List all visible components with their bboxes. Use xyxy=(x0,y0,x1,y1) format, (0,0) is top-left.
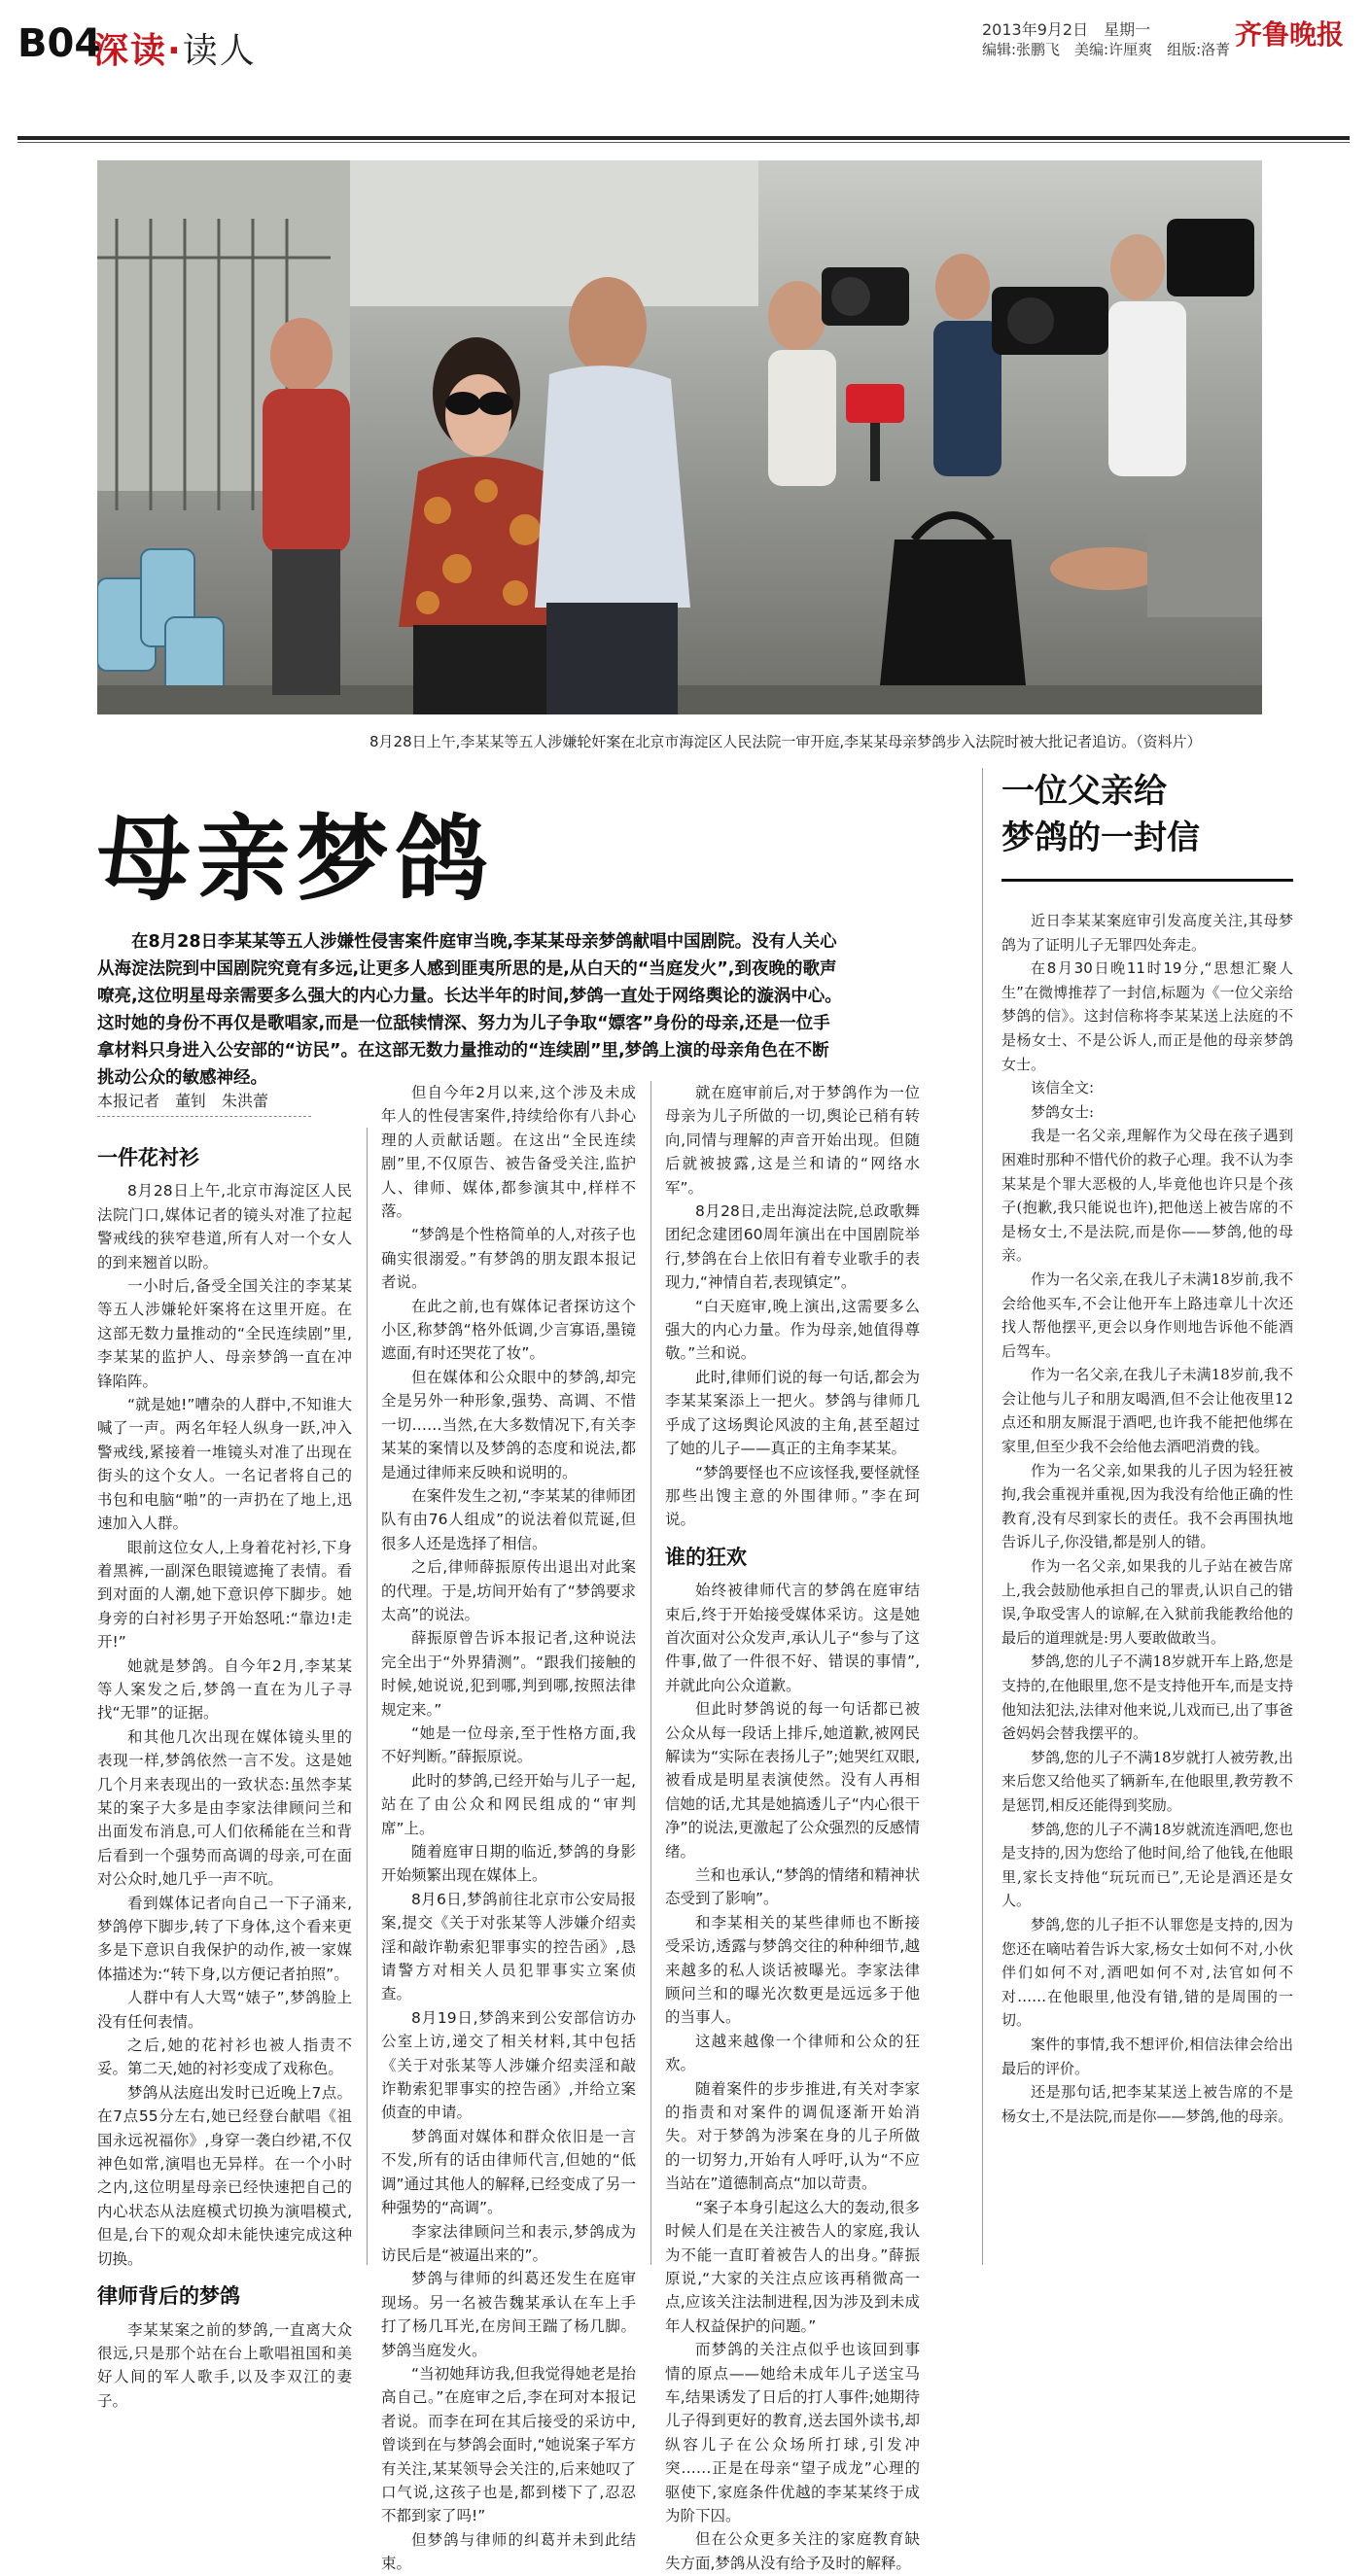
paragraph: 但在媒体和公众眼中的梦鸽,却完全是另外一种形象,强势、高调、不惜一切……当然,在大多数情况下,有关李某某的案情以及梦鸽的态度和说法,都是通过律师来反映和说明的。 xyxy=(381,1368,636,1481)
paragraph: 之后,律师薛振原传出退出对此案的代理。于是,坊间开始有了“梦鸽要求太高”的说法。 xyxy=(381,1558,636,1623)
paragraph: 和李某相关的某些律师也不断接受采访,透露与梦鸽交往的种种细节,越来越多的私人谈话被曝光。李家法律顾问兰和的曝光次数更是远远多于他的当事人。 xyxy=(665,1913,920,2027)
paragraph: 人群中有人大骂“婊子”,梦鸽脸上没有任何表情。 xyxy=(97,1989,352,2031)
subheading-behind-lawyers: 律师背后的梦鸽 xyxy=(97,2284,240,2309)
paragraph: 在案件发生之初,“李某某的律师团队有由76人组成”的说法着似荒诞,但很多人还是选择了相信。 xyxy=(381,1486,636,1552)
letter-paragraph: 作为一名父亲,如果我的儿子站在被告席上,我会鼓励他承担自己的罪责,认识自己的错误,争取受害人的谅解,在入狱前我能教给他的最后的道理就是:男人要敢做敢当。 xyxy=(1001,1557,1293,1647)
letter-intro: 在8月30日晚11时19分,“思想汇聚人生”在微博推荐了一封信,标题为《一位父亲给梦鸽的信》。这封信称将李某某送上法庭的不是杨女士、不是公诉人,而正是他的母亲梦鸽女士。 xyxy=(1001,959,1293,1073)
section-label xyxy=(93,23,257,73)
byline: 本报记者 董钊 朱洪蕾 xyxy=(97,1092,269,1110)
letter-paragraph: 梦鸽,您的儿子拒不认罪您是支持的,因为您还在嘀咕着告诉大家,杨女士如何不对,小伙伴们如何不对,酒吧如何不对,法官如何不对……在他眼里,他没有错,错的是周围的一切。 xyxy=(1001,1915,1293,2030)
letter-paragraph: 作为一名父亲,在我儿子未满18岁前,我不会让他与儿子和朋友喝酒,但不会让他夜里12点还和朋友厮混于酒吧,也许我不能把他绑在家里,但至少我不会给他去酒吧消费的钱。 xyxy=(1001,1366,1293,1456)
letter-intro: 近日李某某案庭审引发高度关注,其母梦鸽为了证明儿子无罪四处奔走。 xyxy=(1001,912,1293,954)
paragraph: 薛振原曾告诉本报记者,这种说法完全出于“外界猜测”。“跟我们接触的时候,她说说,犯到哪,判到哪,按照法律规定来。” xyxy=(381,1629,636,1719)
paragraph: 而梦鸽的关注点似乎也该回到事情的原点——她给未成年儿子送宝马车,结果诱发了日后的打人事件;她期待儿子得到更好的教育,送去国外读书,却纵容儿子在公众场所打球,引发冲突……正是在母亲“望子成龙”心理的驱使下,家庭条件优越的李某某终于成为阶下囚。 xyxy=(665,2341,920,2524)
paragraph: 梦鸽与律师的纠葛还发生在庭审现场。另一名被告魏某承认在车上手打了杨几耳光,在房间王踹了杨几脚。梦鸽当庭发火。 xyxy=(381,2270,636,2359)
news-photo xyxy=(97,160,1262,714)
paragraph: 梦鸽从法庭出发时已近晚上7点。在7点55分左右,她已经登台献唱《祖国永远祝福你》,身穿一袭白纱裙,不仅神色如常,演唱也无异样。在一个小时之内,这位明星母亲已经快速把自己的内心状态从法庭模式切换为演唱模式,但是,台下的观众却未能快速完成这种切换。 xyxy=(97,2083,352,2268)
paragraph: 就在庭审前后,对于梦鸽作为一位母亲为儿子所做的一切,舆论已稍有转向,同情与理解的声音开始出现。但随后就被披露,这是兰和请的“网络水军”。 xyxy=(665,1084,920,1197)
article-column-3 xyxy=(665,1081,920,2575)
subsection-name: 读人 xyxy=(182,31,257,71)
sidebar-header xyxy=(1001,768,1293,882)
issue-date: 2013年9月2日 星期一 xyxy=(982,20,1151,39)
page-number: B04 xyxy=(18,21,102,66)
letter-paragraph: 作为一名父亲,如果我的儿子因为轻狂被拘,我会重视并重视,因为我没有给他正确的性教育,没有尽到家长的责任。我不会再围执地告诉儿子,你没错,都是别人的错。 xyxy=(1001,1461,1293,1551)
paragraph: 兰和也承认,“梦鸽的情绪和精神状态受到了影响”。 xyxy=(665,1866,920,1908)
article-lead xyxy=(97,928,846,1092)
letter-paragraph: 还是那句话,把李某某送上被告席的不是杨女士,不是法院,而是你——梦鸽,他的母亲。 xyxy=(1001,2083,1293,2125)
byline-rule xyxy=(97,1116,311,1118)
header-rule xyxy=(18,136,1350,140)
subheading-whose-carnival: 谁的狂欢 xyxy=(665,1545,747,1569)
letter-paragraph: 作为一名父亲,在我儿子未满18岁前,我不会给他买车,不会让他开车上路违章儿十次还找人帮他摆平,更会以身作则地告诉他不能酒后驾车。 xyxy=(1001,1270,1293,1360)
newspaper-logo: 齐鲁晚报 xyxy=(1235,18,1345,51)
letter-intro: 该信全文: xyxy=(1031,1079,1095,1097)
paragraph: 一小时后,备受全国关注的李某某等五人涉嫌轮奸案将在这里开庭。在这部无数力量推动的“全民连续剧”里,李某某的监护人、母亲梦鸽一直在冲锋陷阵。 xyxy=(97,1277,352,1390)
paragraph: 李家法律顾问兰和表示,梦鸽成为访民后是“被逼出来的”。 xyxy=(381,2222,636,2264)
paragraph: 但此时梦鸽说的每一句话都已被公众从每一段话上排斥,她道歉,被网民解读为“实际在表扬儿子”;她哭红双眼,被看成是明星表演使然。没有人再相信她的话,尤其是她搞透儿子“内心很干净”的说法,更激起了公众强烈的反感情绪。 xyxy=(665,1700,920,1861)
letter-paragraph: 梦鸽,您的儿子不满18岁就流连酒吧,您也是支持的,因为您给了他时间,给了他钱,在他眼里,家长支持他“玩玩而已”,无论是酒还是女人。 xyxy=(1001,1820,1293,1910)
article-column-2 xyxy=(381,1081,636,2576)
header-rule-thin xyxy=(18,142,1350,143)
paragraph: 8月6日,梦鸽前往北京市公安局报案,提交《关于对张某等人涉嫌介绍卖淫和敲诈勒索犯罪事实的控告函》,恳请警方对相关人员犯罪事实立案侦查。 xyxy=(381,1890,636,2003)
letter-paragraph: 梦鸽,您的儿子不满18岁就打人被劳教,出来后您又给他买了辆新车,在他眼里,教劳教不是惩罚,相反还能得到奖励。 xyxy=(1001,1748,1293,1814)
paragraph: “白天庭审,晚上演出,这需要多么强大的内心力量。作为母亲,她值得尊敬。”兰和说。 xyxy=(665,1297,920,1363)
paragraph: “就是她!”嘈杂的人群中,不知谁大喊了一声。两名年轻人纵身一跃,冲入警戒线,紧接着一堆镜头对准了出现在街头的这个女人。一名记者将自己的书包和电脑“啪”的一声扔在了地上,迅速加入人群。 xyxy=(97,1396,352,1533)
paragraph: “案子本身引起这么大的轰动,很多时候人们是在关注被告人的家庭,我认为不能一直盯着被告人的出身。”薛振原说,“大家的关注点应该再稍微高一点,应该关注法制进程,因为涉及到未成年人权益保护的问题。” xyxy=(665,2198,920,2335)
paragraph: 8月28日,走出海淀法院,总政歌舞团纪念建团60周年演出在中国剧院举行,梦鸽在台上依旧有着专业歌手的表现力,“神情自若,表现镇定”。 xyxy=(665,1202,920,1292)
paragraph: 此时,律师们说的每一句话,都会为李某某案添上一把火。梦鸽与律师几乎成了这场舆论风波的主角,甚至超过了她的儿子——真正的主角李某某。 xyxy=(665,1368,920,1458)
paragraph: 随着案件的步步推进,有关对李家的指责和对案件的调侃逐渐开始消失。对于梦鸽为涉案在身的儿子所做的一切努力,开始有人呼吁,认为“不应当站在”道德制高点“加以苛责。 xyxy=(665,2079,920,2193)
paragraph: 8月19日,梦鸽来到公安部信访办公室上访,递交了相关材料,其中包括《关于对张某等人涉嫌介绍卖淫和敲诈勒索犯罪事实的控告函》,并给立案侦查的申请。 xyxy=(381,2008,636,2122)
subheading-flower-shirt: 一件花衬衫 xyxy=(97,1146,199,1169)
sidebar-letter xyxy=(1001,909,1293,2128)
article-title: 母亲梦鸽 xyxy=(97,805,494,914)
letter-salutation: 梦鸽女士: xyxy=(1031,1102,1095,1121)
paragraph: 8月28日上午,北京市海淀区人民法院门口,媒体记者的镜头对准了拉起警戒线的狭窄巷道,所有人对一个女人的到来翘首以盼。 xyxy=(97,1182,352,1271)
paragraph: 始终被律师代言的梦鸽在庭审结束后,终于开始接受媒体采访。这是她首次面对公众发声,承认儿子“参与了这件事,做了一件很不好、错误的事情”,并就此向公众道歉。 xyxy=(665,1582,920,1694)
photo-illustration xyxy=(97,160,1262,714)
section-dot: · xyxy=(167,31,183,71)
paragraph: “她是一位母亲,至于性格方面,我不好判断。”薛振原说。 xyxy=(381,1723,636,1766)
paragraph: “当初她拜访我,但我觉得她老是抬高自己。”在庭审之后,李在珂对本报记者说。而李在珂在其后接受的采访中,曾谈到在与梦鸽会面时,“她说案子军方有关注,某某领导会关注的,后来她叹了口气说,这孩子也是,都到楼下了,忍忍不都到家了吗!” xyxy=(381,2364,636,2525)
column-divider xyxy=(650,1081,651,2265)
paragraph: 在此之前,也有媒体记者探访这个小区,称梦鸽“格外低调,少言寡语,墨镜遮面,有时还哭花了妆”。 xyxy=(381,1297,636,1363)
paragraph: 随着庭审日期的临近,梦鸽的身影开始频繁出现在媒体上。 xyxy=(381,1843,636,1885)
paragraph: 看到媒体记者向自己一下子涌来,梦鸽停下脚步,转了下身体,这个看来更多是下意识自我保护的动作,被一家媒体描述为:“转下身,以方便记者拍照”。 xyxy=(97,1894,352,1983)
paragraph: 李某某案之前的梦鸽,一直离大众很远,只是那个站在台上歌唱祖国和美好人间的军人歌手,以及李双江的妻子。 xyxy=(97,2320,352,2410)
paragraph: 和其他几次出现在媒体镜头里的表现一样,梦鸽依然一言不发。这是她几个月来表现出的一致状态:虽然李某某的案子大多是由李家法律顾问兰和出面发布消息,可人们依稀能在兰和背后看到一个强势而高调的母亲,可在面对公众时,她几乎一声不吭。 xyxy=(97,1727,352,1889)
paragraph: 她就是梦鸽。自今年2月,李某某等人案发之后,梦鸽一直在为儿子寻找“无罪”的证据。 xyxy=(97,1656,352,1723)
paragraph: 但在公众更多关注的家庭教育缺失方面,梦鸽从没有给予及时的解释。 xyxy=(665,2530,920,2572)
article-column-1 xyxy=(97,1132,352,2413)
letter-paragraph: 梦鸽,您的儿子不满18岁就开车上路,您是支持的,在他眼里,您不是支持他开车,而是支持他知法犯法,法律对他来说,儿戏而已,出了事爸爸妈妈会替我摆平的。 xyxy=(1001,1653,1293,1743)
paragraph: 眼前这位女人,上身着花衬衫,下身着黑裤,一副深色眼镜遮掩了表情。看到对面的人潮,她下意识停下脚步。她身旁的白衬衫男子开始怒吼:“靠边!走开!” xyxy=(97,1538,352,1652)
paragraph: 梦鸽面对媒体和群众依旧是一言不发,所有的话由律师代言,但她的“低调”通过其他人的解释,已经变成了另一种强势的“高调”。 xyxy=(381,2127,636,2217)
sidebar-title-rule xyxy=(1001,879,1293,882)
lead-paragraph: 在8月28日李某某等五人涉嫌性侵害案件庭审当晚,李某某母亲梦鸽献唱中国剧院。没有人关心从海淀法院到中国剧院究竟有多远,让更多人感到匪夷所思的是,从白天的“当庭发火”,到夜晚的歌声嘹亮,这位明星母亲需要多么强大的内心力量。长达半年的时间,梦鸽一直处于网络舆论的漩涡中心。这时她的身份不再仅是歌唱家,而是一位舐犊情深、努力为儿子争取“嫖客”身份的母亲,还是一位手拿材料只身进入公安部的“访民”。在这部无数力量推动的“连续剧”里,梦鸽上演的母亲角色在不断挑动公众的敏感神经。 xyxy=(97,932,842,1088)
paragraph: 但梦鸽与律师的纠葛并未到此结束。 xyxy=(381,2530,636,2573)
paragraph: 之后,她的花衬衫也被人指责不妥。第二天,她的衬衫变成了戏称色。 xyxy=(97,2036,352,2078)
paragraph: 这越来越像一个律师和公众的狂欢。 xyxy=(665,2032,920,2074)
paragraph: “梦鸽是个性格简单的人,对孩子也确实很溺爱。”有梦鸽的朋友跟本报记者说。 xyxy=(381,1226,636,1292)
column-divider xyxy=(367,1128,368,2265)
sidebar-title-line-2: 梦鸽的一封信 xyxy=(1001,818,1200,857)
paragraph: “梦鸽要怪也不应该怪我,要怪就怪那些出馊主意的外围律师。”李在珂说。 xyxy=(665,1463,920,1529)
sidebar-title-line-1: 一位父亲给 xyxy=(1001,772,1167,811)
editors-line: 编辑:张鹏飞 美编:许厘爽 组版:洛菁 xyxy=(982,41,1231,58)
letter-paragraph: 案件的事情,我不想评价,相信法律会给出最后的评价。 xyxy=(1001,2035,1293,2077)
paragraph: 此时的梦鸽,已经开始与儿子一起,站在了由公众和网民组成的“审判席”上。 xyxy=(381,1771,636,1837)
section-name: 深读 xyxy=(93,31,168,71)
paragraph: 但自今年2月以来,这个涉及未成年人的性侵害案件,持续给你有八卦心理的人贡献话题。在这出“全民连续剧”里,不仅原告、被告备受关注,监护人、律师、媒体,都参演其中,样样不落。 xyxy=(381,1084,636,1221)
sidebar-divider xyxy=(982,768,983,2265)
letter-paragraph: 我是一名父亲,理解作为父母在孩子遇到困难时那种不惜代价的救子心理。我不认为李某某是个罪大恶极的人,毕竟他也许只是个孩子(抱歉,我只能说也许),把他送上被告席的不是杨女士,不是法院,而是你——梦鸽,他的母亲。 xyxy=(1001,1127,1294,1265)
photo-caption: 8月28日上午,李某某等五人涉嫌轮奸案在北京市海淀区人民法院一审开庭,李某某母亲梦鸽步入法院时被大批记者追访。（资料片） xyxy=(369,733,1202,750)
